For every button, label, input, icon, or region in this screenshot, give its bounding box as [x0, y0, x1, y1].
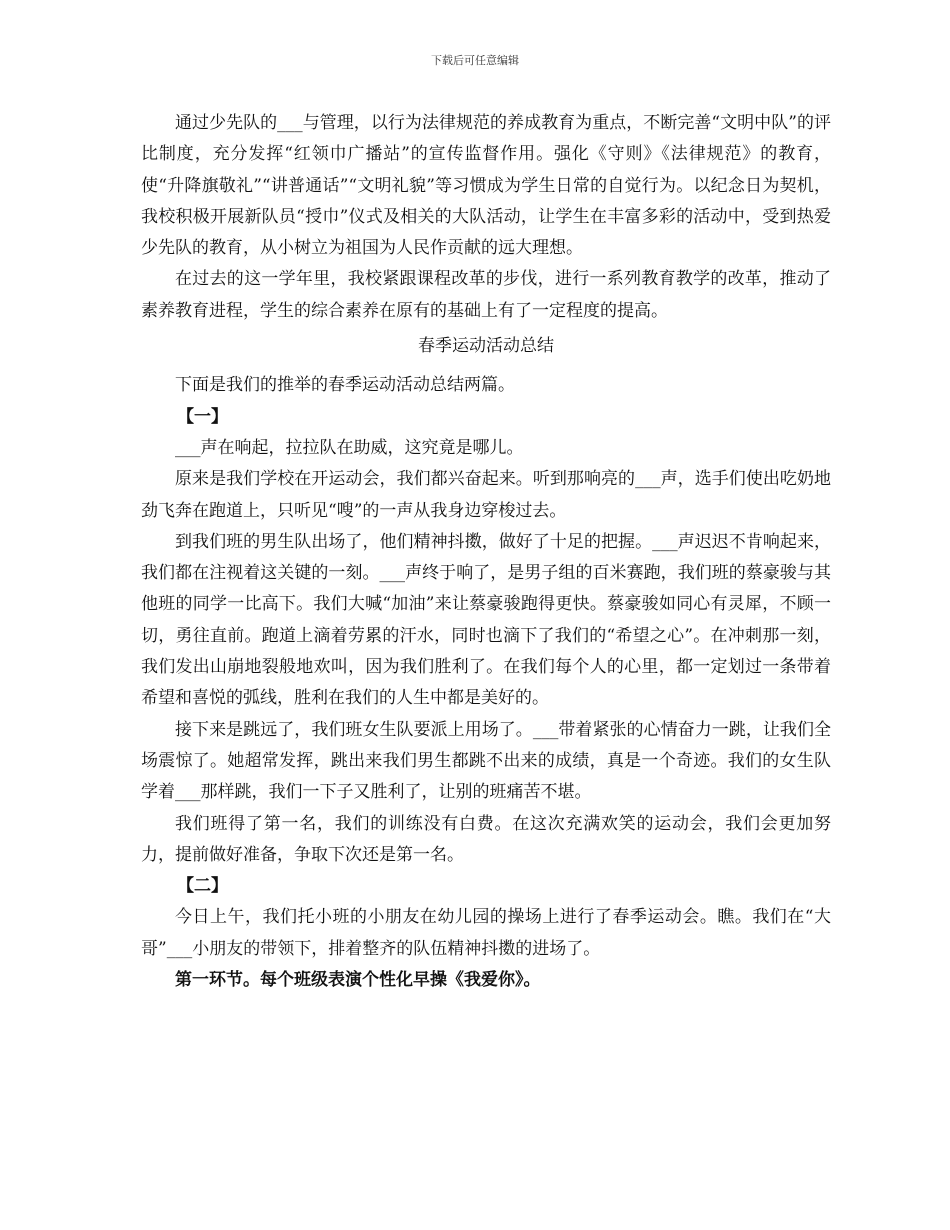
paragraph: 到我们班的男生队出场了，他们精神抖擞，做好了十足的把握。___声迟迟不肯响起来，我们都在注视着这关键的一刻。___声终于响了，是男子组的百米赛跑，我们班的蔡豪骏与其他班的同学一比高下。我们大喊“加油”来让蔡豪骏跑得更快。蔡豪骏如同心有灵犀，不顾一切，勇往直前。跑道上滴着劳累的汗水，同时也滴下了我们的“希望之心”。在冲刺那一刻，我们发出山崩地裂般地欢叫，因为我们胜利了。在我们每个人的心里，都一定划过一条带着希望和喜悦的弧线，胜利在我们的人生中都是美好的。 — [141, 531, 831, 709]
part-one-marker: 【一】 — [177, 406, 228, 427]
paragraph: 通过少先队的___与管理，以行为法律规范的养成教育为重点，不断完善“文明中队”的评比制度，充分发挥“红领巾广播站”的宣传监督作用。强化《守则》《法律规范》的教育，使“升降旗敬礼”“讲普通话”“文明礼貌”等习惯成为学生日常的自觉行为。以纪念日为契机，我校积极开展新队员“授巾”仪式及相关的大队活动，让学生在丰富多彩的活动中，受到热爱少先队的教育，从小树立为祖国为人民作贡献的远大理想。 — [141, 113, 831, 259]
paragraph: 在过去的这一学年里，我校紧跟课程改革的步伐，进行一系列教育教学的改革，推动了素养教育进程，学生的综合素养在原有的基础上有了一定程度的提高。 — [141, 269, 831, 321]
paragraph: 我们班得了第一名，我们的训练没有白费。在这次充满欢笑的运动会，我们会更加努力，提前做好准备，争取下次还是第一名。 — [141, 813, 831, 865]
paragraph: 原来是我们学校在开运动会，我们都兴奋起来。听到那响亮的___声，选手们使出吃奶地劲飞奔在跑道上，只听见“嗖”的一声从我身边穿梭过去。 — [141, 469, 831, 521]
section-title: 春季运动活动总结 — [418, 336, 554, 357]
page-header: 下载后可任意编辑 — [431, 54, 519, 67]
document-body — [141, 108, 831, 996]
paragraph: ___声在响起，拉拉队在助威，这究竟是哪儿。 — [175, 437, 524, 458]
part-two-marker: 【二】 — [177, 876, 228, 897]
paragraph: 接下来是跳远了，我们班女生队要派上用场了。___带着紧张的心情奋力一跳，让我们全场震惊了。她超常发挥，跳出来我们男生都跳不出来的成绩，真是一个奇迹。我们的女生队学着___那样跳，我们一下子又胜利了，让别的班痛苦不堪。 — [141, 719, 831, 803]
bold-heading-line: 第一环节。每个班级表演个性化早操《我爱你》。 — [175, 970, 541, 991]
intro-paragraph: 下面是我们的推举的春季运动活动总结两篇。 — [175, 375, 515, 396]
paragraph: 今日上午，我们托小班的小朋友在幼儿园的操场上进行了春季运动会。瞧。我们在“大哥”___小朋友的带领下，排着整齐的队伍精神抖擞的进场了。 — [141, 907, 831, 959]
